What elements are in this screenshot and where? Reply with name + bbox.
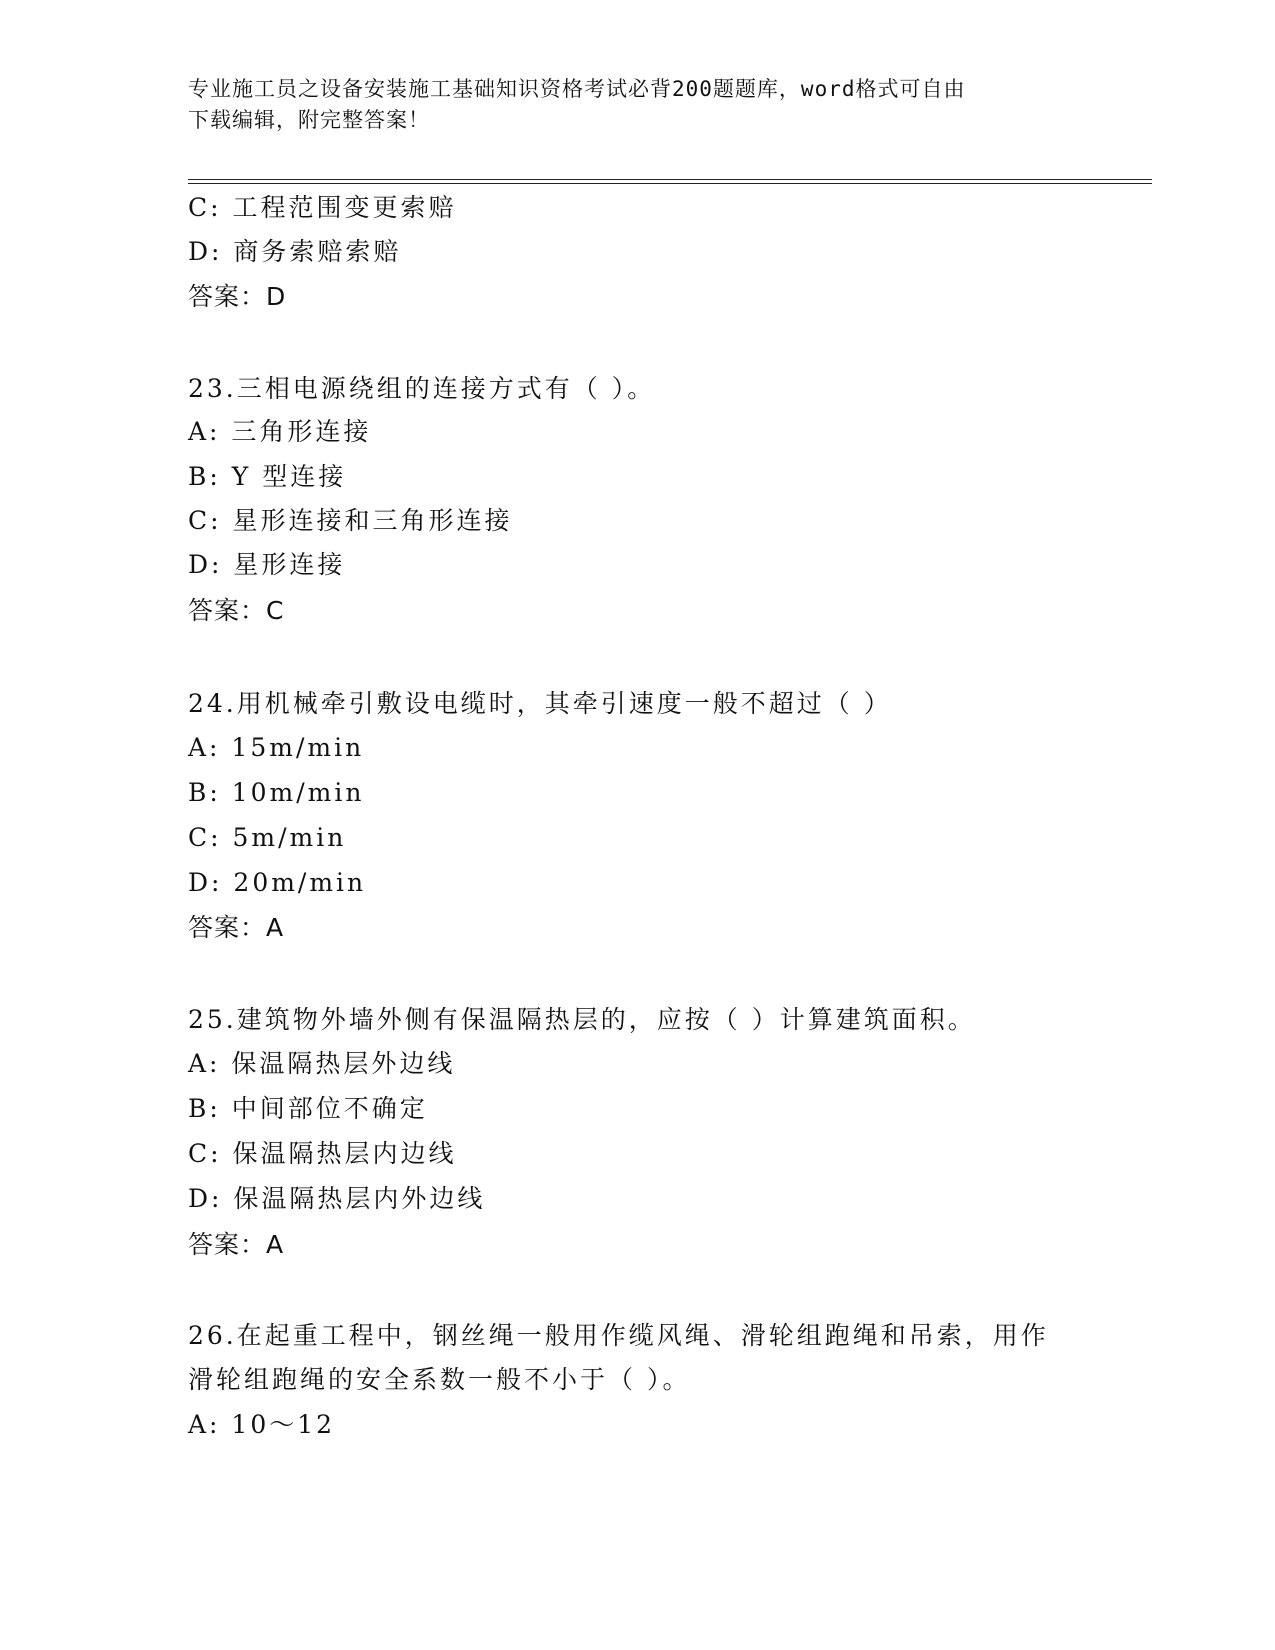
q23-answer: 答案：C [188, 596, 285, 625]
q24-option-c: C: 5m/min [188, 823, 347, 852]
q24-option-d: D: 20m/min [188, 868, 367, 897]
header-title-line-2: 下载编辑，附完整答案！ [188, 108, 430, 132]
q26-question-line-2: 滑轮组跑绳的安全系数一般不小于（ ）。 [188, 1365, 691, 1394]
prev-option-d: D: 商务索赔索赔 [188, 237, 402, 266]
q25-question: 25.建筑物外墙外侧有保温隔热层的，应按（ ）计算建筑面积。 [188, 1005, 976, 1034]
q26-option-a: A: 10～12 [188, 1410, 336, 1439]
q25-option-b: B: 中间部位不确定 [188, 1094, 428, 1123]
q24-option-b: B: 10m/min [188, 778, 365, 807]
header-title-line-1: 专业施工员之设备安装施工基础知识资格考试必背200题题库，word格式可自由 [188, 77, 966, 101]
prev-answer: 答案：D [188, 282, 287, 311]
q25-option-c: C: 保温隔热层内边线 [188, 1139, 457, 1168]
q24-answer: 答案：A [188, 913, 285, 942]
q25-option-a: A: 保温隔热层外边线 [188, 1049, 456, 1078]
q23-option-d: D: 星形连接 [188, 550, 346, 579]
q25-answer: 答案：A [188, 1230, 285, 1259]
document-header [188, 74, 1068, 136]
q25-option-d: D: 保温隔热层内外边线 [188, 1184, 486, 1213]
header-divider-top [188, 179, 1152, 180]
q24-option-a: A: 15m/min [188, 733, 365, 762]
header-divider-bottom [188, 183, 1152, 184]
q23-option-b: B: Y 型连接 [188, 462, 347, 491]
prev-option-c: C: 工程范围变更索赔 [188, 193, 457, 222]
q23-question: 23.三相电源绕组的连接方式有（ ）。 [188, 374, 656, 403]
q26-question-line-1: 26.在起重工程中，钢丝绳一般用作缆风绳、滑轮组跑绳和吊索，用作 [188, 1321, 1049, 1350]
q23-option-c: C: 星形连接和三角形连接 [188, 506, 513, 535]
q24-question: 24.用机械牵引敷设电缆时，其牵引速度一般不超过（ ） [188, 689, 892, 718]
q23-option-a: A: 三角形连接 [188, 417, 372, 446]
